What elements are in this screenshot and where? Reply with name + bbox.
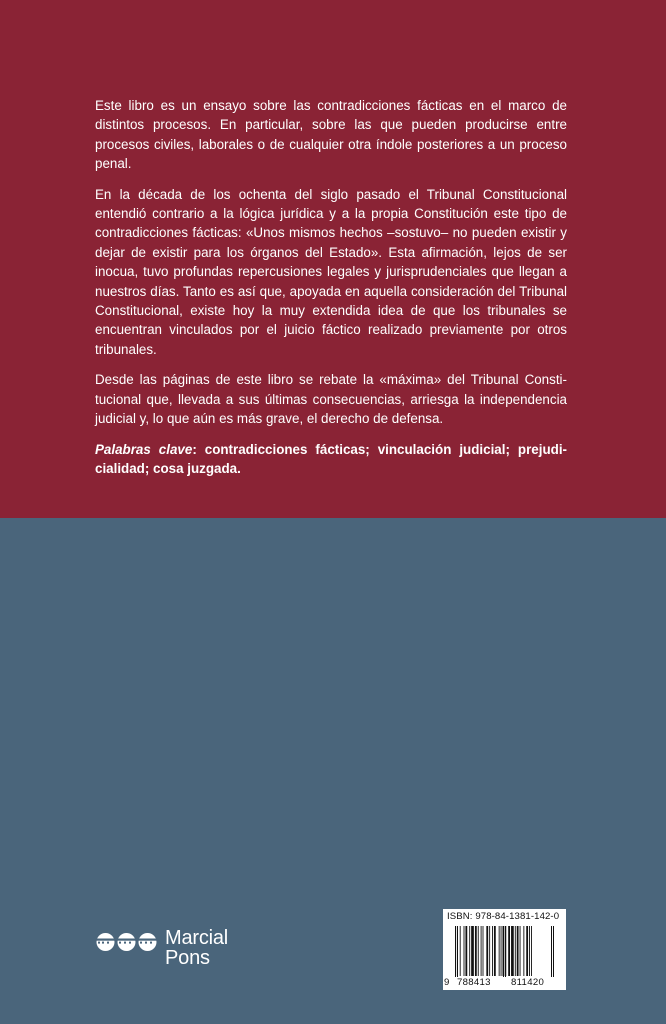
publisher-name <box>165 928 228 968</box>
keywords-list: contradicciones fácticas; vinculación judicial; prejudicialidad; cosa juzgada. <box>95 441 568 476</box>
blurb-paragraph-1: Este libro es un ensayo sobre las contradicciones fácticas en el marco de distintos procesos. En particular, sobre las que pueden producirse entre procesos civiles, laborales o de cualquier otra índole posteriores a un proceso penal. <box>95 98 567 172</box>
publisher-logo-mark-icon <box>96 932 164 952</box>
barcode-bars-icon <box>447 926 562 982</box>
isbn-barcode <box>443 909 566 990</box>
barcode-digit-first: 9 <box>444 977 450 988</box>
blurb-paragraph-3: Desde las páginas de este libro se rebate la «máxima» del Tribunal Constitucional que, llevada a sus últimas consecuencias, arriesga la independencia judicial y, lo que aún es más grave, el derecho de defensa. <box>95 372 567 427</box>
keywords-label: Palabras clave <box>95 441 193 457</box>
keywords-paragraph <box>95 440 567 479</box>
barcode-digits-right: 811420 <box>511 977 545 988</box>
barcode-digits <box>443 977 566 989</box>
publisher-logo <box>96 928 246 972</box>
isbn-label: ISBN: 978-84-1381-142-0 <box>447 911 560 922</box>
keywords-separator: : <box>192 441 205 457</box>
barcode-digits-left: 788413 <box>457 977 491 988</box>
publisher-name-line-1: Marcial <box>165 927 229 949</box>
blurb-paragraph-2: En la década de los ochenta del siglo pasado el Tribunal Constitucional entendió contrario a la lógica jurídica y a la propia Constitución este tipo de contradicciones fácticas: «Unos mismos hechos –sostuvo– no pueden existir y dejar de existir para los órganos del Estado». Esta afirmación, lejos de ser inocua, tuvo profundas repercusiones legales y jurisprudenciales que llegan a nuestros días. Tanto es así que, apoyada en aquella consideración del Tribunal Constitucional, existe hoy la muy extendida idea de que los tribunales se encuentran vinculados por el juicio fáctico realizado previamente por otros tribunales. <box>95 186 567 357</box>
back-cover-blurb <box>95 96 567 489</box>
publisher-name-line-2: Pons <box>165 947 210 969</box>
